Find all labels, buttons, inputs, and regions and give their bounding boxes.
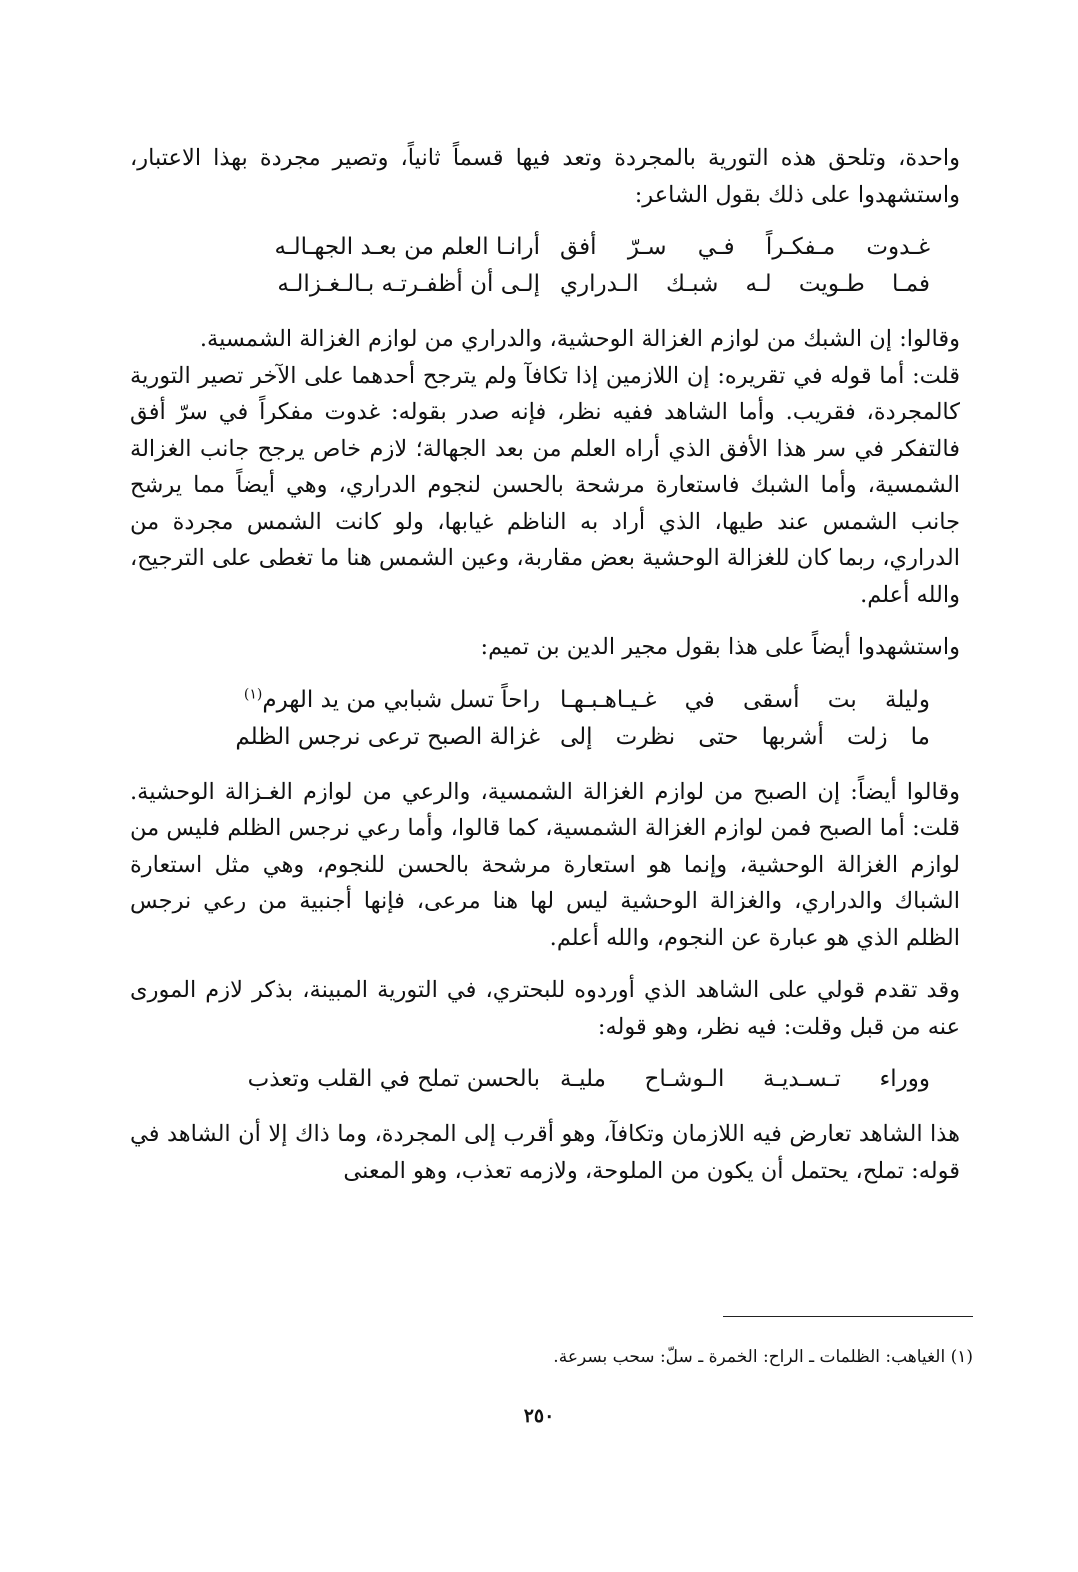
verse-first-hemistich: ووراء تـسـديـة الـوشـاح مليـة: [560, 1066, 930, 1092]
verse-first-hemistich: غـدوت مـفكـراً فـي سـرّ أفق: [560, 234, 930, 260]
paragraph-3: قلت: أما قوله في تقريره: إن اللازمين إذا تكافآ ولم يترجح أحدهما على الآخر تصير التورية كالمجردة، فقريب. وأما الشاهد ففيه نظر، فإنه صدر بقوله: غدوت مفكراً في سرّ أفق فالتفكر في سر هذا الأفق الذي أراه العلم من بعد الجهالة؛ لازم خاص يرجح جانب الغزالة الشمسية، وأما الشبك فاستعارة مرشحة بالحسن لنجوم الدراري، وهي أيضاً مما يرشح جانب الشمس عند طيها، الذي أراد به الناظم غيابها، ولو كانت الشمس مجردة من الدراري، ربما كان للغزالة الوحشية بعض مقاربة، وعين الشمس هنا ما تغطى على الترجيح، والله أعلم.: [130, 362, 960, 608]
paragraph-4: واستشهدوا أيضاً على هذا بقول مجير الدين بن تميم:: [480, 634, 960, 660]
verse-second-hemistich: غزالة الصبح ترعى نرجس الظلم: [235, 723, 540, 750]
page-body: [130, 140, 960, 1205]
verse-second-hemistich: أرانـا العلم من بعـد الجهـالـه: [274, 234, 540, 260]
verse-line: [130, 1061, 960, 1098]
verse-first-hemistich: فمـا طـويت لـه شبـك الـدراري: [560, 271, 930, 297]
paragraph-6: وقد تقدم قولي على الشاهد الذي أوردوه للبحتري، في التورية المبينة، بذكر لازم المورى عنه من قبل وقلت: فيه نظر، وهو قوله:: [130, 977, 960, 1040]
paragraph-5: وقالوا أيضاً: إن الصبح من لوازم الغزالة الشمسية، والرعي من لوازم الغـزالة الوحشية. قلت: أما الصبح فمن لوازم الغزالة الشمسية، كما قالوا، وأما رعي نرجس الظلم فليس من لوازم الغزالة الوحشية، وإنما هو استعارة مرشحة بالحسن للنجوم، وهي مثل استعارة الشباك والدراري، والغزالة الوحشية ليس لها هنا مرعى، فإنها أجنبية من رعي نرجس الظلم الذي هو عبارة عن النجوم، والله أعلم.: [130, 778, 960, 951]
verse-second-hemistich: بالحسن تملح في القلب وتعذب: [247, 1066, 540, 1092]
verse-line: [130, 682, 960, 719]
verse-hemistich-text: راحاً تسل شبابي من يد الهرم: [262, 686, 540, 713]
verse-first-hemistich: ما زلت أشربها حتى نظرت إلى: [560, 723, 930, 750]
paragraph-1: واحدة، وتلحق هذه التورية بالمجردة وتعد فيها قسماً ثانياً، وتصير مجردة بهذا الاعتبار، واستشهدوا على ذلك بقول الشاعر:: [130, 145, 960, 208]
verse-first-hemistich: وليلة بت أسقى في غـيـاهـبـهـا: [560, 686, 930, 713]
footnote-divider: [723, 1316, 973, 1317]
paragraph-7: هذا الشاهد تعارض فيه اللازمان وتكافآ، وهو أقرب إلى المجردة، وما ذاك إلا أن الشاهد في قوله: تملح، يحتمل أن يكون من الملوحة، ولازمه تعذب، وهو المعنى: [130, 1121, 960, 1184]
verse-line: [130, 719, 960, 756]
paragraph-2: وقالوا: إن الشبك من لوازم الغزالة الوحشية، والدراري من لوازم الغزالة الشمسية.: [199, 326, 960, 352]
verse-block-1: [130, 229, 960, 303]
page-number: ٢٥٠: [523, 1405, 555, 1427]
footnote-marker: (١): [243, 685, 263, 702]
verse-block-2: [130, 682, 960, 756]
verse-second-hemistich: [160, 682, 560, 719]
footnote: (١) الغياهب: الظلمات ـ الراح: الخمرة ـ سلّ: سحب بسرعة.: [553, 1347, 973, 1367]
verse-second-hemistich: إلـى أن أظفـرتـه بـالـغـزالـه: [277, 271, 540, 297]
verse-line: [130, 229, 960, 266]
verse-line: [130, 266, 960, 303]
verse-block-3: [130, 1061, 960, 1098]
